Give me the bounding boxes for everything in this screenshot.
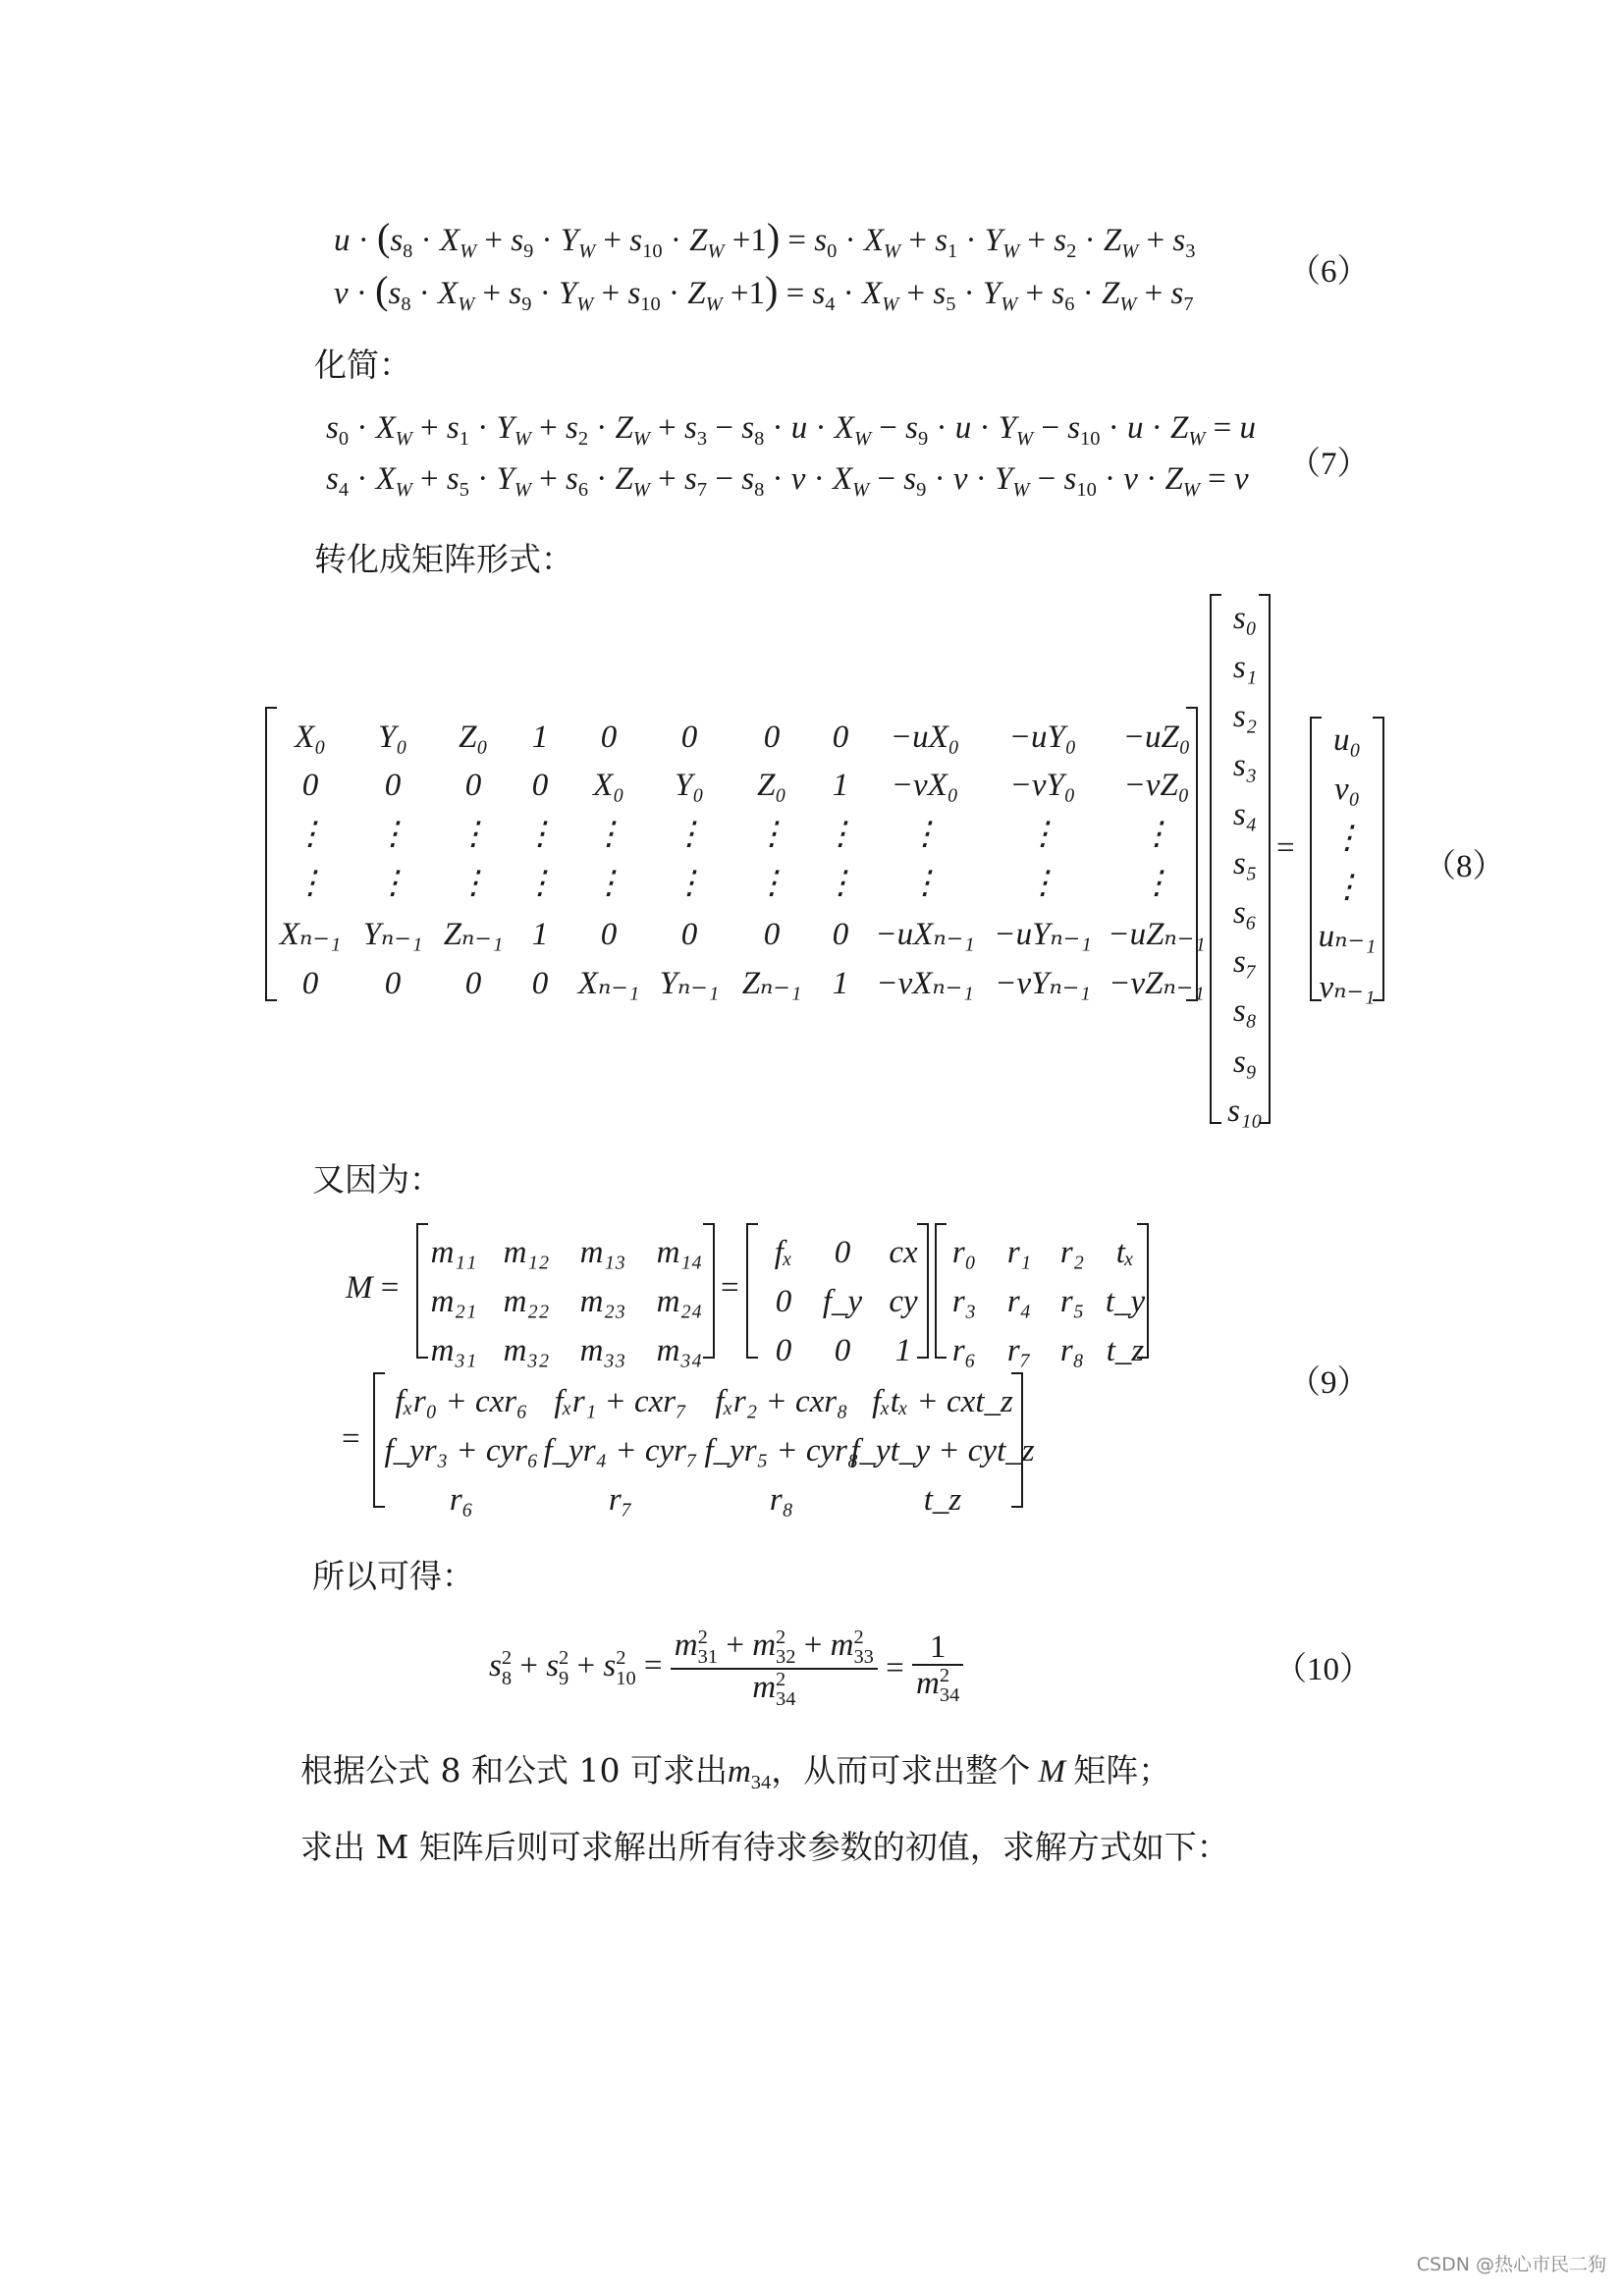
matrix-R-cell-r1-c1: r₄ xyxy=(1006,1284,1032,1319)
matrix-P-left-bracket xyxy=(373,1372,385,1508)
matrix-M-cell-r1-c2: m₂₃ xyxy=(579,1284,626,1319)
matrix-8-cell-r0-c5: 0 xyxy=(680,720,698,755)
matrix-K-cell-r0-c0: fₓ xyxy=(774,1235,793,1270)
matrix-M-cell-r0-c3: m₁₄ xyxy=(656,1235,703,1270)
matrix-8-cell-r0-c2: Z₀ xyxy=(459,720,488,755)
matrix-8-cell-r3-c3: ⋮ xyxy=(523,866,557,901)
vector-s-left-bracket xyxy=(1210,594,1221,1124)
matrix-P-cell-r0-c0: fₓr₀ + cxr₆ xyxy=(395,1384,528,1419)
matrix-P-cell-r2-c2: r₈ xyxy=(769,1482,794,1518)
matrix-8-cell-r4-c4: 0 xyxy=(600,917,618,952)
equation-6-line-2: $v \cdot (s_8 \cdot X_W + s_9 \cdot Y_W + s_{10} \cdot Z_W +1) = s_4 \cdot X_W + s_5 \cdot Y_W + s_6 \cdot Z_W + s_7$ xyxy=(334,268,1194,316)
matrix-8-cell-r2-c3: ⋮ xyxy=(523,817,557,852)
matrix-8-cell-r1-c1: 0 xyxy=(384,768,402,803)
conclusion-line-2: 求出 M 矩阵后则可求解出所有待求参数的初值，求解方式如下： xyxy=(300,1828,1229,1866)
matrix-P-cell-r1-c2: f_yr₅ + cyr₈ xyxy=(704,1433,859,1468)
matrix-8-cell-r3-c7: ⋮ xyxy=(824,866,857,901)
matrix-8-cell-r1-c8: −vX₀ xyxy=(891,768,959,803)
symbol-m34: $m_{34}$ xyxy=(727,1754,772,1794)
matrix-8-cell-r1-c4: X₀ xyxy=(593,768,624,803)
matrix-8-cell-r5-c10: −vZₙ₋₁ xyxy=(1109,966,1205,1001)
matrix-R-cell-r2-c1: r₇ xyxy=(1006,1333,1032,1368)
matrix-8-cell-r2-c4: ⋮ xyxy=(592,817,625,852)
vector-rhs-item-5: vₙ₋₁ xyxy=(1319,970,1376,1005)
matrix-8-cell-r2-c2: ⋮ xyxy=(457,817,490,852)
matrix-R-cell-r2-c2: r₈ xyxy=(1059,1333,1085,1368)
vector-s-right-bracket xyxy=(1259,594,1271,1124)
matrix-8-cell-r2-c10: ⋮ xyxy=(1140,817,1173,852)
matrix-M-cell-r2-c3: m₃₄ xyxy=(656,1333,703,1368)
matrix-8-cell-r5-c2: 0 xyxy=(464,966,482,1001)
matrix-K-cell-r1-c2: cy xyxy=(889,1284,918,1319)
vector-rhs-right-bracket xyxy=(1373,717,1384,1001)
label-to-matrix: 转化成矩阵形式： xyxy=(314,540,573,578)
matrix-8-cell-r5-c5: Yₙ₋₁ xyxy=(659,966,720,1001)
vector-s-item-10: s₁₀ xyxy=(1227,1094,1263,1129)
matrix-P-cell-r0-c1: fₓr₁ + cxr₇ xyxy=(554,1384,687,1419)
vector-s-item-0: s₀ xyxy=(1232,601,1258,636)
matrix-R-cell-r1-c0: r₃ xyxy=(951,1284,977,1319)
matrix-P-cell-r1-c3: f_yt_y + cyt_z xyxy=(850,1433,1035,1468)
matrix-M-symbol: M = xyxy=(346,1270,400,1306)
equation-10: s 2 8 + s 2 9 + s 2 10 = m 2 31 + m 2 32 + m 2 33 m 2 34 = 1 m 2 34 xyxy=(489,1628,963,1710)
matrix-8-cell-r1-c3: 0 xyxy=(531,768,549,803)
matrix-P-cell-r1-c0: f_yr₃ + cyr₆ xyxy=(384,1433,539,1468)
matrix-8-cell-r1-c5: Y₀ xyxy=(675,768,704,803)
conclusion-line-1-part-b: ，从而可求出整个 xyxy=(771,1751,1031,1789)
equation-7-line-1: $s_0 \cdot X_W + s_1 \cdot Y_W + s_2 \cdot Z_W + s_3 - s_8 \cdot u \cdot X_W - s_9 \cdot u \cdot Y_W - s_{10} \cdot u \cdot Z_W = u$ xyxy=(326,410,1256,451)
matrix-8-cell-r3-c8: ⋮ xyxy=(908,866,942,901)
vector-s-item-5: s₅ xyxy=(1232,846,1258,881)
matrix-8-cell-r3-c9: ⋮ xyxy=(1026,866,1059,901)
matrix-K-cell-r2-c1: 0 xyxy=(834,1333,851,1368)
matrix-8-cell-r0-c1: Y₀ xyxy=(378,720,407,755)
matrix-K-cell-r2-c0: 0 xyxy=(775,1333,792,1368)
matrix-8-cell-r5-c4: Xₙ₋₁ xyxy=(577,966,640,1001)
matrix-8-cell-r4-c5: 0 xyxy=(680,917,698,952)
matrix-R-cell-r2-c0: r₆ xyxy=(951,1333,977,1368)
matrix-R-cell-r0-c2: r₂ xyxy=(1059,1235,1085,1270)
matrix-8-cell-r5-c8: −vXₙ₋₁ xyxy=(876,966,974,1001)
matrix-8-cell-r3-c6: ⋮ xyxy=(755,866,788,901)
vector-s-item-3: s₃ xyxy=(1232,748,1258,783)
matrix-P-cell-r0-c3: fₓtₓ + cxt_z xyxy=(872,1384,1013,1419)
matrix-R-cell-r1-c3: t_y xyxy=(1105,1284,1146,1319)
matrix-8-cell-r0-c4: 0 xyxy=(600,720,618,755)
matrix-P-cell-r2-c0: r₆ xyxy=(449,1482,474,1518)
equation-7-line-2: $s_4 \cdot X_W + s_5 \cdot Y_W + s_6 \cdot Z_W + s_7 - s_8 \cdot v \cdot X_W - s_9 \cdot v \cdot Y_W - s_{10} \cdot v \cdot Z_W = v$ xyxy=(326,461,1249,502)
equation-number-9: （9） xyxy=(1288,1365,1370,1401)
matrix-8-cell-r4-c6: 0 xyxy=(763,917,781,952)
matrix-8-cell-r2-c1: ⋮ xyxy=(376,817,409,852)
matrix-8-cell-r0-c9: −uY₀ xyxy=(1008,720,1077,755)
matrix-8-cell-r0-c6: 0 xyxy=(763,720,781,755)
conclusion-line-1-part-c: 矩阵； xyxy=(1073,1751,1171,1789)
matrix-8-cell-r1-c6: Z₀ xyxy=(757,768,786,803)
matrix-8-cell-r0-c10: −uZ₀ xyxy=(1122,720,1191,755)
matrix-8-cell-r4-c2: Zₙ₋₁ xyxy=(443,917,504,952)
equation-number-10: （10） xyxy=(1274,1652,1372,1687)
matrix-8-cell-r2-c9: ⋮ xyxy=(1026,817,1059,852)
matrix-8-cell-r4-c3: 1 xyxy=(531,917,549,952)
vector-rhs-item-2: ⋮ xyxy=(1330,821,1364,856)
matrix-R-cell-r0-c1: r₁ xyxy=(1006,1235,1032,1270)
symbol-M: M xyxy=(1030,1754,1074,1789)
vector-s-item-9: s₉ xyxy=(1232,1044,1258,1080)
matrix-M-cell-r0-c0: m₁₁ xyxy=(430,1235,477,1270)
matrix-8-cell-r3-c2: ⋮ xyxy=(457,866,490,901)
matrix-M-cell-r2-c2: m₃₃ xyxy=(579,1333,626,1368)
label-simplify: 化简： xyxy=(314,346,411,384)
matrix-K-right-bracket xyxy=(917,1223,929,1359)
equation-number-7: （7） xyxy=(1288,447,1370,482)
equals-sign-8: = xyxy=(1276,830,1295,866)
matrix-K-left-bracket xyxy=(746,1223,758,1359)
vector-s-item-7: s₇ xyxy=(1232,944,1258,980)
vector-rhs-left-bracket xyxy=(1310,717,1322,1001)
matrix-P-cell-r2-c1: r₇ xyxy=(608,1482,633,1518)
vector-rhs-item-3: ⋮ xyxy=(1330,870,1364,905)
vector-s-item-1: s₁ xyxy=(1232,650,1258,685)
matrix-K-cell-r1-c1: f_y xyxy=(822,1284,863,1319)
matrix-8-cell-r1-c10: −vZ₀ xyxy=(1123,768,1190,803)
matrix-8-cell-r0-c7: 0 xyxy=(832,720,849,755)
matrix-K-cell-r0-c2: cx xyxy=(889,1235,918,1270)
matrix-M-left-bracket xyxy=(416,1223,428,1359)
matrix-8-cell-r3-c0: ⋮ xyxy=(294,866,327,901)
equals-sign-9b: = xyxy=(342,1421,360,1457)
vector-s-item-6: s₆ xyxy=(1232,895,1258,931)
matrix-8-left-bracket xyxy=(265,707,277,1001)
matrix-8-cell-r0-c3: 1 xyxy=(531,720,549,755)
vector-s-item-8: s₈ xyxy=(1232,993,1258,1029)
vector-rhs-item-0: u₀ xyxy=(1333,722,1361,758)
matrix-8-cell-r2-c0: ⋮ xyxy=(294,817,327,852)
vector-s-item-2: s₂ xyxy=(1232,699,1258,734)
label-because: 又因为： xyxy=(312,1160,442,1199)
matrix-8-cell-r5-c6: Zₙ₋₁ xyxy=(741,966,802,1001)
conclusion-line-1-part-a: 根据公式 8 和公式 10 可求出 xyxy=(300,1751,728,1789)
matrix-M-cell-r1-c1: m₂₂ xyxy=(503,1284,550,1319)
matrix-P-cell-r1-c1: f_yr₄ + cyr₇ xyxy=(543,1433,698,1468)
matrix-8-cell-r5-c7: 1 xyxy=(832,966,849,1001)
vector-s-item-4: s₄ xyxy=(1232,797,1258,832)
label-so: 所以可得： xyxy=(312,1557,474,1595)
matrix-8-cell-r4-c1: Yₙ₋₁ xyxy=(362,917,423,952)
matrix-8-cell-r5-c3: 0 xyxy=(531,966,549,1001)
matrix-8-cell-r4-c9: −uYₙ₋₁ xyxy=(994,917,1092,952)
matrix-8-cell-r1-c7: 1 xyxy=(832,768,849,803)
equals-sign-9a: = xyxy=(721,1270,739,1306)
matrix-R-cell-r0-c3: tₓ xyxy=(1115,1235,1135,1270)
vector-rhs-item-4: uₙ₋₁ xyxy=(1318,919,1377,954)
matrix-8-cell-r0-c0: X₀ xyxy=(295,720,326,755)
matrix-8-cell-r0-c8: −uX₀ xyxy=(890,720,960,755)
matrix-M-cell-r1-c0: m₂₁ xyxy=(430,1284,477,1319)
csdn-watermark: CSDN @热心市民二狗 xyxy=(1416,2254,1606,2275)
matrix-R-cell-r2-c3: t_z xyxy=(1106,1333,1145,1368)
matrix-8-cell-r4-c0: Xₙ₋₁ xyxy=(279,917,342,952)
matrix-K-cell-r2-c2: 1 xyxy=(894,1333,912,1368)
matrix-8-cell-r1-c0: 0 xyxy=(301,768,319,803)
matrix-8-cell-r3-c4: ⋮ xyxy=(592,866,625,901)
matrix-8-cell-r4-c8: −uXₙ₋₁ xyxy=(875,917,975,952)
matrix-K-cell-r1-c0: 0 xyxy=(775,1284,792,1319)
matrix-8-cell-r2-c6: ⋮ xyxy=(755,817,788,852)
matrix-8-cell-r5-c9: −vYₙ₋₁ xyxy=(995,966,1091,1001)
equation-6-line-1: $u \cdot (s_8 \cdot X_W + s_9 \cdot Y_W + s_{10} \cdot Z_W +1) = s_0 \cdot X_W + s_1 \cdot Y_W + s_2 \cdot Z_W + s_3$ xyxy=(334,215,1196,263)
matrix-M-cell-r2-c0: m₃₁ xyxy=(430,1333,477,1368)
matrix-8-cell-r2-c8: ⋮ xyxy=(908,817,942,852)
matrix-M-right-bracket xyxy=(703,1223,715,1359)
matrix-8-cell-r3-c5: ⋮ xyxy=(673,866,706,901)
vector-rhs-item-1: v₀ xyxy=(1333,772,1361,807)
matrix-P-cell-r2-c3: t_z xyxy=(923,1482,962,1518)
matrix-R-cell-r1-c2: r₅ xyxy=(1059,1284,1085,1319)
equation-number-8: （8） xyxy=(1424,849,1505,884)
matrix-8-cell-r5-c0: 0 xyxy=(301,966,319,1001)
matrix-8-cell-r4-c7: 0 xyxy=(832,917,849,952)
matrix-8-cell-r1-c9: −vY₀ xyxy=(1009,768,1076,803)
matrix-8-cell-r1-c2: 0 xyxy=(464,768,482,803)
matrix-8-cell-r3-c1: ⋮ xyxy=(376,866,409,901)
matrix-8-cell-r4-c10: −uZₙ₋₁ xyxy=(1108,917,1206,952)
matrix-R-left-bracket xyxy=(935,1223,947,1359)
matrix-M-cell-r0-c2: m₁₃ xyxy=(579,1235,626,1270)
matrix-R-cell-r0-c0: r₀ xyxy=(951,1235,977,1270)
matrix-8-cell-r2-c7: ⋮ xyxy=(824,817,857,852)
matrix-8-cell-r3-c10: ⋮ xyxy=(1140,866,1173,901)
matrix-K-cell-r0-c1: 0 xyxy=(834,1235,851,1270)
matrix-8-cell-r2-c5: ⋮ xyxy=(673,817,706,852)
matrix-M-cell-r0-c1: m₁₂ xyxy=(503,1235,550,1270)
matrix-M-cell-r2-c1: m₃₂ xyxy=(503,1333,550,1368)
matrix-M-cell-r1-c3: m₂₄ xyxy=(656,1284,703,1319)
equation-number-6: （6） xyxy=(1288,254,1370,290)
matrix-8-cell-r5-c1: 0 xyxy=(384,966,402,1001)
matrix-P-cell-r0-c2: fₓr₂ + cxr₈ xyxy=(715,1384,848,1419)
conclusion-line-1 xyxy=(300,1745,1171,1794)
